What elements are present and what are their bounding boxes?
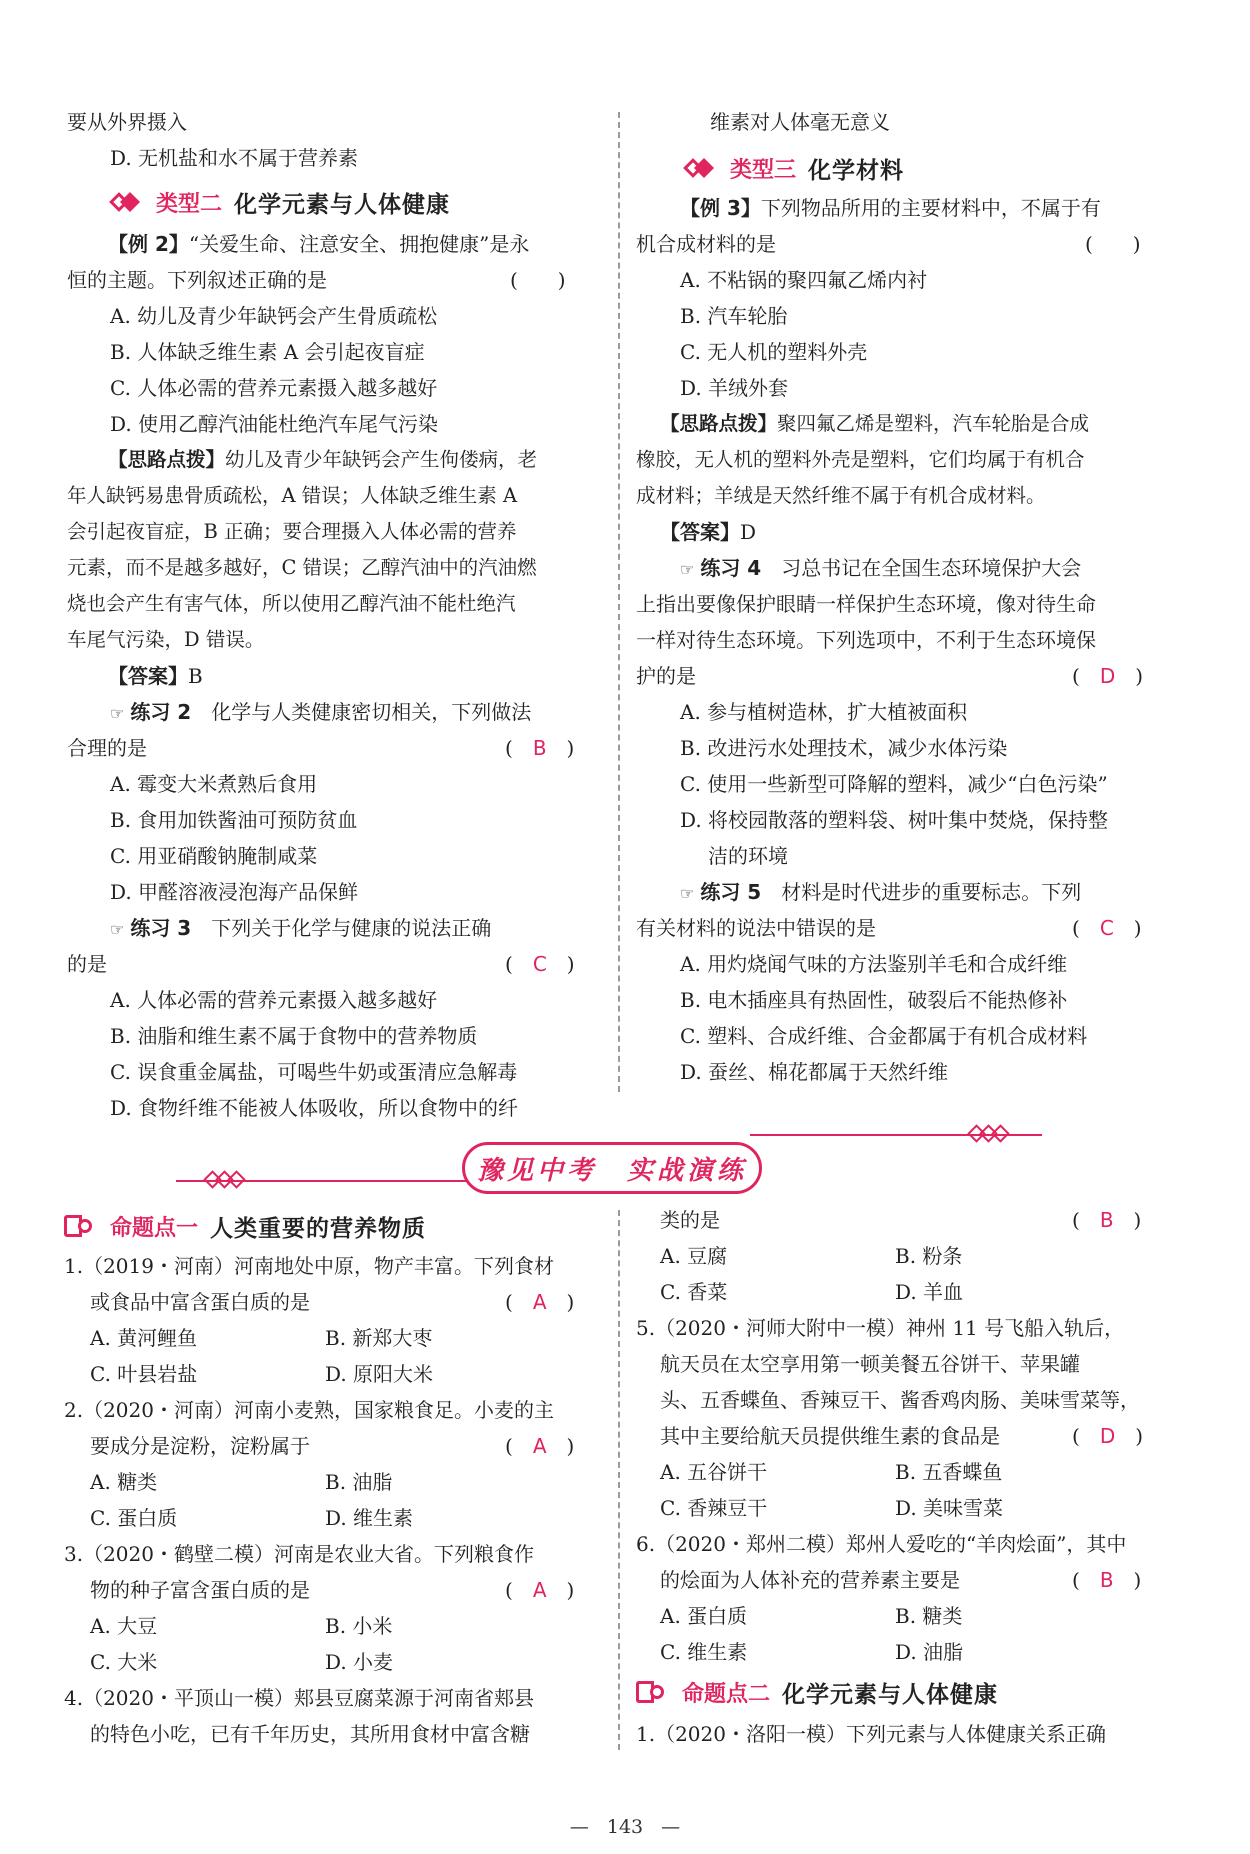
answer-line: 【答案】D <box>660 520 757 544</box>
example-3-stem: 【例 3】下列物品所用的主要材料中，不属于有 <box>680 196 1101 220</box>
option: A. 糖类 <box>90 1470 158 1494</box>
question-line: 物的种子富含蛋白质的是 <box>90 1578 310 1602</box>
option: B. 粉条 <box>895 1244 963 1268</box>
option: C. 蛋白质 <box>90 1506 178 1530</box>
section-tag: 命题点一 <box>110 1216 199 1241</box>
text-line: D. 无机盐和水不属于营养素 <box>110 146 359 170</box>
practice-4-stem: ☞ 练习 4 习总书记在全国生态环境保护大会 <box>680 554 1081 584</box>
question-line: 类的是 <box>660 1208 720 1232</box>
page-number: — 143 — <box>0 1816 1250 1838</box>
option: C. 塑料、合成纤维、合金都属于有机合成材料 <box>680 1024 1088 1048</box>
option: A. 大豆 <box>90 1614 158 1638</box>
diamond-icon <box>684 158 718 180</box>
option: A. 不粘锅的聚四氟乙烯内衬 <box>680 268 928 292</box>
knot-icon <box>968 1124 1012 1144</box>
section-tag: 命题点二 <box>682 1682 771 1707</box>
text-line: 上指出要像保护眼睛一样保护生态环境，像对待生命 <box>636 592 1096 616</box>
question-line: 4.（2020・平顶山一模）郏县豆腐菜源于河南省郏县 <box>64 1686 534 1710</box>
hint-line: 成材料；羊绒是天然纤维不属于有机合成材料。 <box>636 484 1046 507</box>
answer-parens: ( C ) <box>1072 916 1142 940</box>
option: D. 将校园散落的塑料袋、树叶集中焚烧，保持整 <box>680 808 1109 832</box>
option: C. 大米 <box>90 1650 158 1674</box>
section-title: 化学材料 <box>808 158 905 184</box>
option: D. 维生素 <box>325 1506 414 1530</box>
example-2-stem: 【例 2】“关爱生命、注意安全、拥抱健康”是永 <box>108 232 530 256</box>
handwritten-answer: B <box>532 736 547 760</box>
option: A. 人体必需的营养元素摄入越多越好 <box>110 988 438 1012</box>
option: B. 油脂 <box>325 1470 393 1494</box>
option: C. 人体必需的营养元素摄入越多越好 <box>110 376 438 400</box>
section-heading-type3 <box>684 152 904 185</box>
option: D. 羊绒外套 <box>680 376 789 400</box>
question-line: 3.（2020・鹤壁二模）河南是农业大省。下列粮食作 <box>64 1542 534 1566</box>
option: A. 五谷饼干 <box>660 1460 768 1484</box>
hint-line: 【思路点拨】聚四氟乙烯是塑料，汽车轮胎是合成 <box>660 412 1090 435</box>
question-line: 5.（2020・河师大附中一模）神州 11 号飞船入轨后， <box>636 1316 1125 1340</box>
knot-icon <box>204 1170 248 1190</box>
option: A. 霉变大米煮熟后食用 <box>110 772 318 796</box>
answer-parens: ( D ) <box>1072 1424 1144 1448</box>
answer-parens: ( B ) <box>1072 1568 1142 1592</box>
question-line: 要成分是淀粉，淀粉属于 <box>90 1434 310 1458</box>
pencil-icon: ☞ <box>110 920 125 939</box>
section-title: 化学元素与人体健康 <box>234 192 451 218</box>
answer-parens: ( B ) <box>505 736 575 760</box>
section-tag: 类型二 <box>156 192 223 217</box>
option: A. 豆腐 <box>660 1244 728 1268</box>
option: C. 无人机的塑料外壳 <box>680 340 868 364</box>
hint-line: 会引起夜盲症，B 正确；要合理摄入人体必需的营养 <box>67 520 517 543</box>
option: B. 小米 <box>325 1614 393 1638</box>
option: A. 蛋白质 <box>660 1604 748 1628</box>
pencil-icon: ☞ <box>680 560 695 579</box>
option: B. 汽车轮胎 <box>680 304 788 328</box>
handwritten-answer: D <box>1099 1424 1116 1448</box>
example-label: 【例 3】 <box>680 196 761 220</box>
option: B. 糖类 <box>895 1604 963 1628</box>
section-heading-type2 <box>110 186 450 219</box>
option: D. 蚕丝、棉花都属于天然纤维 <box>680 1060 949 1084</box>
hint-label: 【思路点拨】 <box>660 412 778 435</box>
pencil-icon: ☞ <box>110 704 125 723</box>
option: B. 改进污水处理技术，减少水体污染 <box>680 736 1008 760</box>
hint-line: 烧也会产生有害气体，所以使用乙醇汽油不能杜绝汽 <box>67 592 516 615</box>
option: B. 五香蝶鱼 <box>895 1460 1003 1484</box>
question-line: 头、五香蝶鱼、香辣豆干、酱香鸡肉肠、美味雪菜等， <box>660 1388 1140 1412</box>
option: C. 误食重金属盐，可喝些牛奶或蛋清应急解毒 <box>110 1060 518 1084</box>
practice-5-stem: ☞ 练习 5 材料是时代进步的重要标志。下列 <box>680 878 1081 908</box>
magnifier-book-icon <box>636 1679 670 1707</box>
option: D. 原阳大米 <box>325 1362 434 1386</box>
text-line: 合理的是 <box>67 736 147 760</box>
text-line: 有关材料的说法中错误的是 <box>636 916 876 940</box>
answer-label: 【答案】 <box>108 664 188 688</box>
section-heading-point1 <box>64 1210 426 1243</box>
answer-parens: ( C ) <box>505 952 575 976</box>
text-line: 的是 <box>67 952 107 976</box>
handwritten-answer: C <box>532 952 547 976</box>
option: B. 电木插座具有热固性，破裂后不能热修补 <box>680 988 1068 1012</box>
practice-3-stem: ☞ 练习 3 下列关于化学与健康的说法正确 <box>110 914 491 944</box>
column-divider <box>618 1210 620 1750</box>
hint-label: 【思路点拨】 <box>108 448 226 471</box>
text-line: 机合成材料的是 <box>636 232 776 256</box>
option: B. 食用加铁酱油可预防贫血 <box>110 808 358 832</box>
handwritten-answer: A <box>532 1578 547 1602</box>
option: C. 香辣豆干 <box>660 1496 768 1520</box>
text-line: 要从外界摄入 <box>67 110 187 134</box>
hint-line: 【思路点拨】幼儿及青少年缺钙会产生佝偻病，老 <box>108 448 538 471</box>
option: C. 叶县岩盐 <box>90 1362 198 1386</box>
option: D. 使用乙醇汽油能杜绝汽车尾气污染 <box>110 412 439 436</box>
question-line: 航天员在太空享用第一顿美餐五谷饼干、苹果罐 <box>660 1352 1080 1376</box>
option: 洁的环境 <box>708 844 788 868</box>
section-tag: 类型三 <box>730 158 797 183</box>
column-divider <box>618 112 620 1092</box>
question-line: 的烩面为人体补充的营养素主要是 <box>660 1568 960 1592</box>
answer-label: 【答案】 <box>660 520 740 544</box>
magnifier-book-icon <box>64 1213 98 1241</box>
hint-line: 橡胶，无人机的塑料外壳是塑料，它们均属于有机合 <box>636 448 1085 471</box>
practice-2-stem: ☞ 练习 2 化学与人类健康密切相关，下列做法 <box>110 698 531 728</box>
question-line: 其中主要给航天员提供维生素的食品是 <box>660 1424 1000 1448</box>
question-line: 1.（2020・洛阳一模）下列元素与人体健康关系正确 <box>636 1722 1106 1746</box>
hint-line: 年人缺钙易患骨质疏松，A 错误；人体缺乏维生素 A <box>67 484 518 507</box>
option: C. 用亚硝酸钠腌制咸菜 <box>110 844 318 868</box>
text-line: 恒的主题。下列叙述正确的是 <box>67 268 327 292</box>
example-label: 【例 2】 <box>108 232 189 256</box>
option: D. 食物纤维不能被人体吸收，所以食物中的纤 <box>110 1096 519 1120</box>
hint-line: 元素，而不是越多越好，C 错误；乙醇汽油中的汽油燃 <box>67 556 537 579</box>
option: D. 油脂 <box>895 1640 964 1664</box>
question-line: 1.（2019・河南）河南地处中原，物产丰富。下列食材 <box>64 1254 554 1278</box>
option: B. 油脂和维生素不属于食物中的营养物质 <box>110 1024 478 1048</box>
handwritten-answer: B <box>1099 1568 1114 1592</box>
option: C. 维生素 <box>660 1640 748 1664</box>
section-title: 人类重要的营养物质 <box>210 1216 427 1242</box>
option: D. 羊血 <box>895 1280 964 1304</box>
answer-parens: ( D ) <box>1072 664 1144 688</box>
answer-parens: ( B ) <box>1072 1208 1142 1232</box>
question-line: 2.（2020・河南）河南小麦熟，国家粮食足。小麦的主 <box>64 1398 554 1422</box>
hint-line: 车尾气污染，D 错误。 <box>67 628 265 651</box>
option: A. 用灼烧闻气味的方法鉴别羊毛和合成纤维 <box>680 952 1068 976</box>
option: C. 香菜 <box>660 1280 728 1304</box>
answer-parens: ( A ) <box>505 1578 575 1602</box>
question-line: 的特色小吃，已有千年历史，其所用食材中富含糖 <box>90 1722 530 1746</box>
handwritten-answer: A <box>532 1434 547 1458</box>
option: A. 黄河鲤鱼 <box>90 1326 198 1350</box>
option: D. 小麦 <box>325 1650 394 1674</box>
answer-line: 【答案】B <box>108 664 203 688</box>
option: A. 参与植树造林，扩大植被面积 <box>680 700 968 724</box>
answer-parens: ( A ) <box>505 1434 575 1458</box>
handwritten-answer: A <box>532 1290 547 1314</box>
option: D. 美味雪菜 <box>895 1496 1004 1520</box>
section-title: 化学元素与人体健康 <box>782 1682 999 1708</box>
handwritten-answer: C <box>1099 916 1114 940</box>
answer-parens: ( A ) <box>505 1290 575 1314</box>
section-banner: 豫见中考 实战演练 <box>462 1142 762 1194</box>
pencil-icon: ☞ <box>680 884 695 903</box>
question-line: 或食品中富含蛋白质的是 <box>90 1290 310 1314</box>
handwritten-answer: D <box>1099 664 1116 688</box>
question-line: 6.（2020・郑州二模）郑州人爱吃的“羊肉烩面”，其中 <box>636 1532 1127 1556</box>
text-line: 护的是 <box>636 664 696 688</box>
option: A. 幼儿及青少年缺钙会产生骨质疏松 <box>110 304 438 328</box>
diamond-icon <box>110 192 144 214</box>
option: B. 新郑大枣 <box>325 1326 433 1350</box>
option: D. 甲醛溶液浸泡海产品保鲜 <box>110 880 359 904</box>
section-heading-point2 <box>636 1676 998 1709</box>
handwritten-answer: B <box>1099 1208 1114 1232</box>
option: C. 使用一些新型可降解的塑料，减少“白色污染” <box>680 772 1108 796</box>
answer-parens: ( ) <box>510 268 566 292</box>
text-line: 一样对待生态环境。下列选项中，不利于生态环境保 <box>636 628 1096 652</box>
text-line: 维素对人体毫无意义 <box>710 110 890 134</box>
answer-parens: ( ) <box>1085 232 1141 256</box>
option: B. 人体缺乏维生素 A 会引起夜盲症 <box>110 340 425 364</box>
